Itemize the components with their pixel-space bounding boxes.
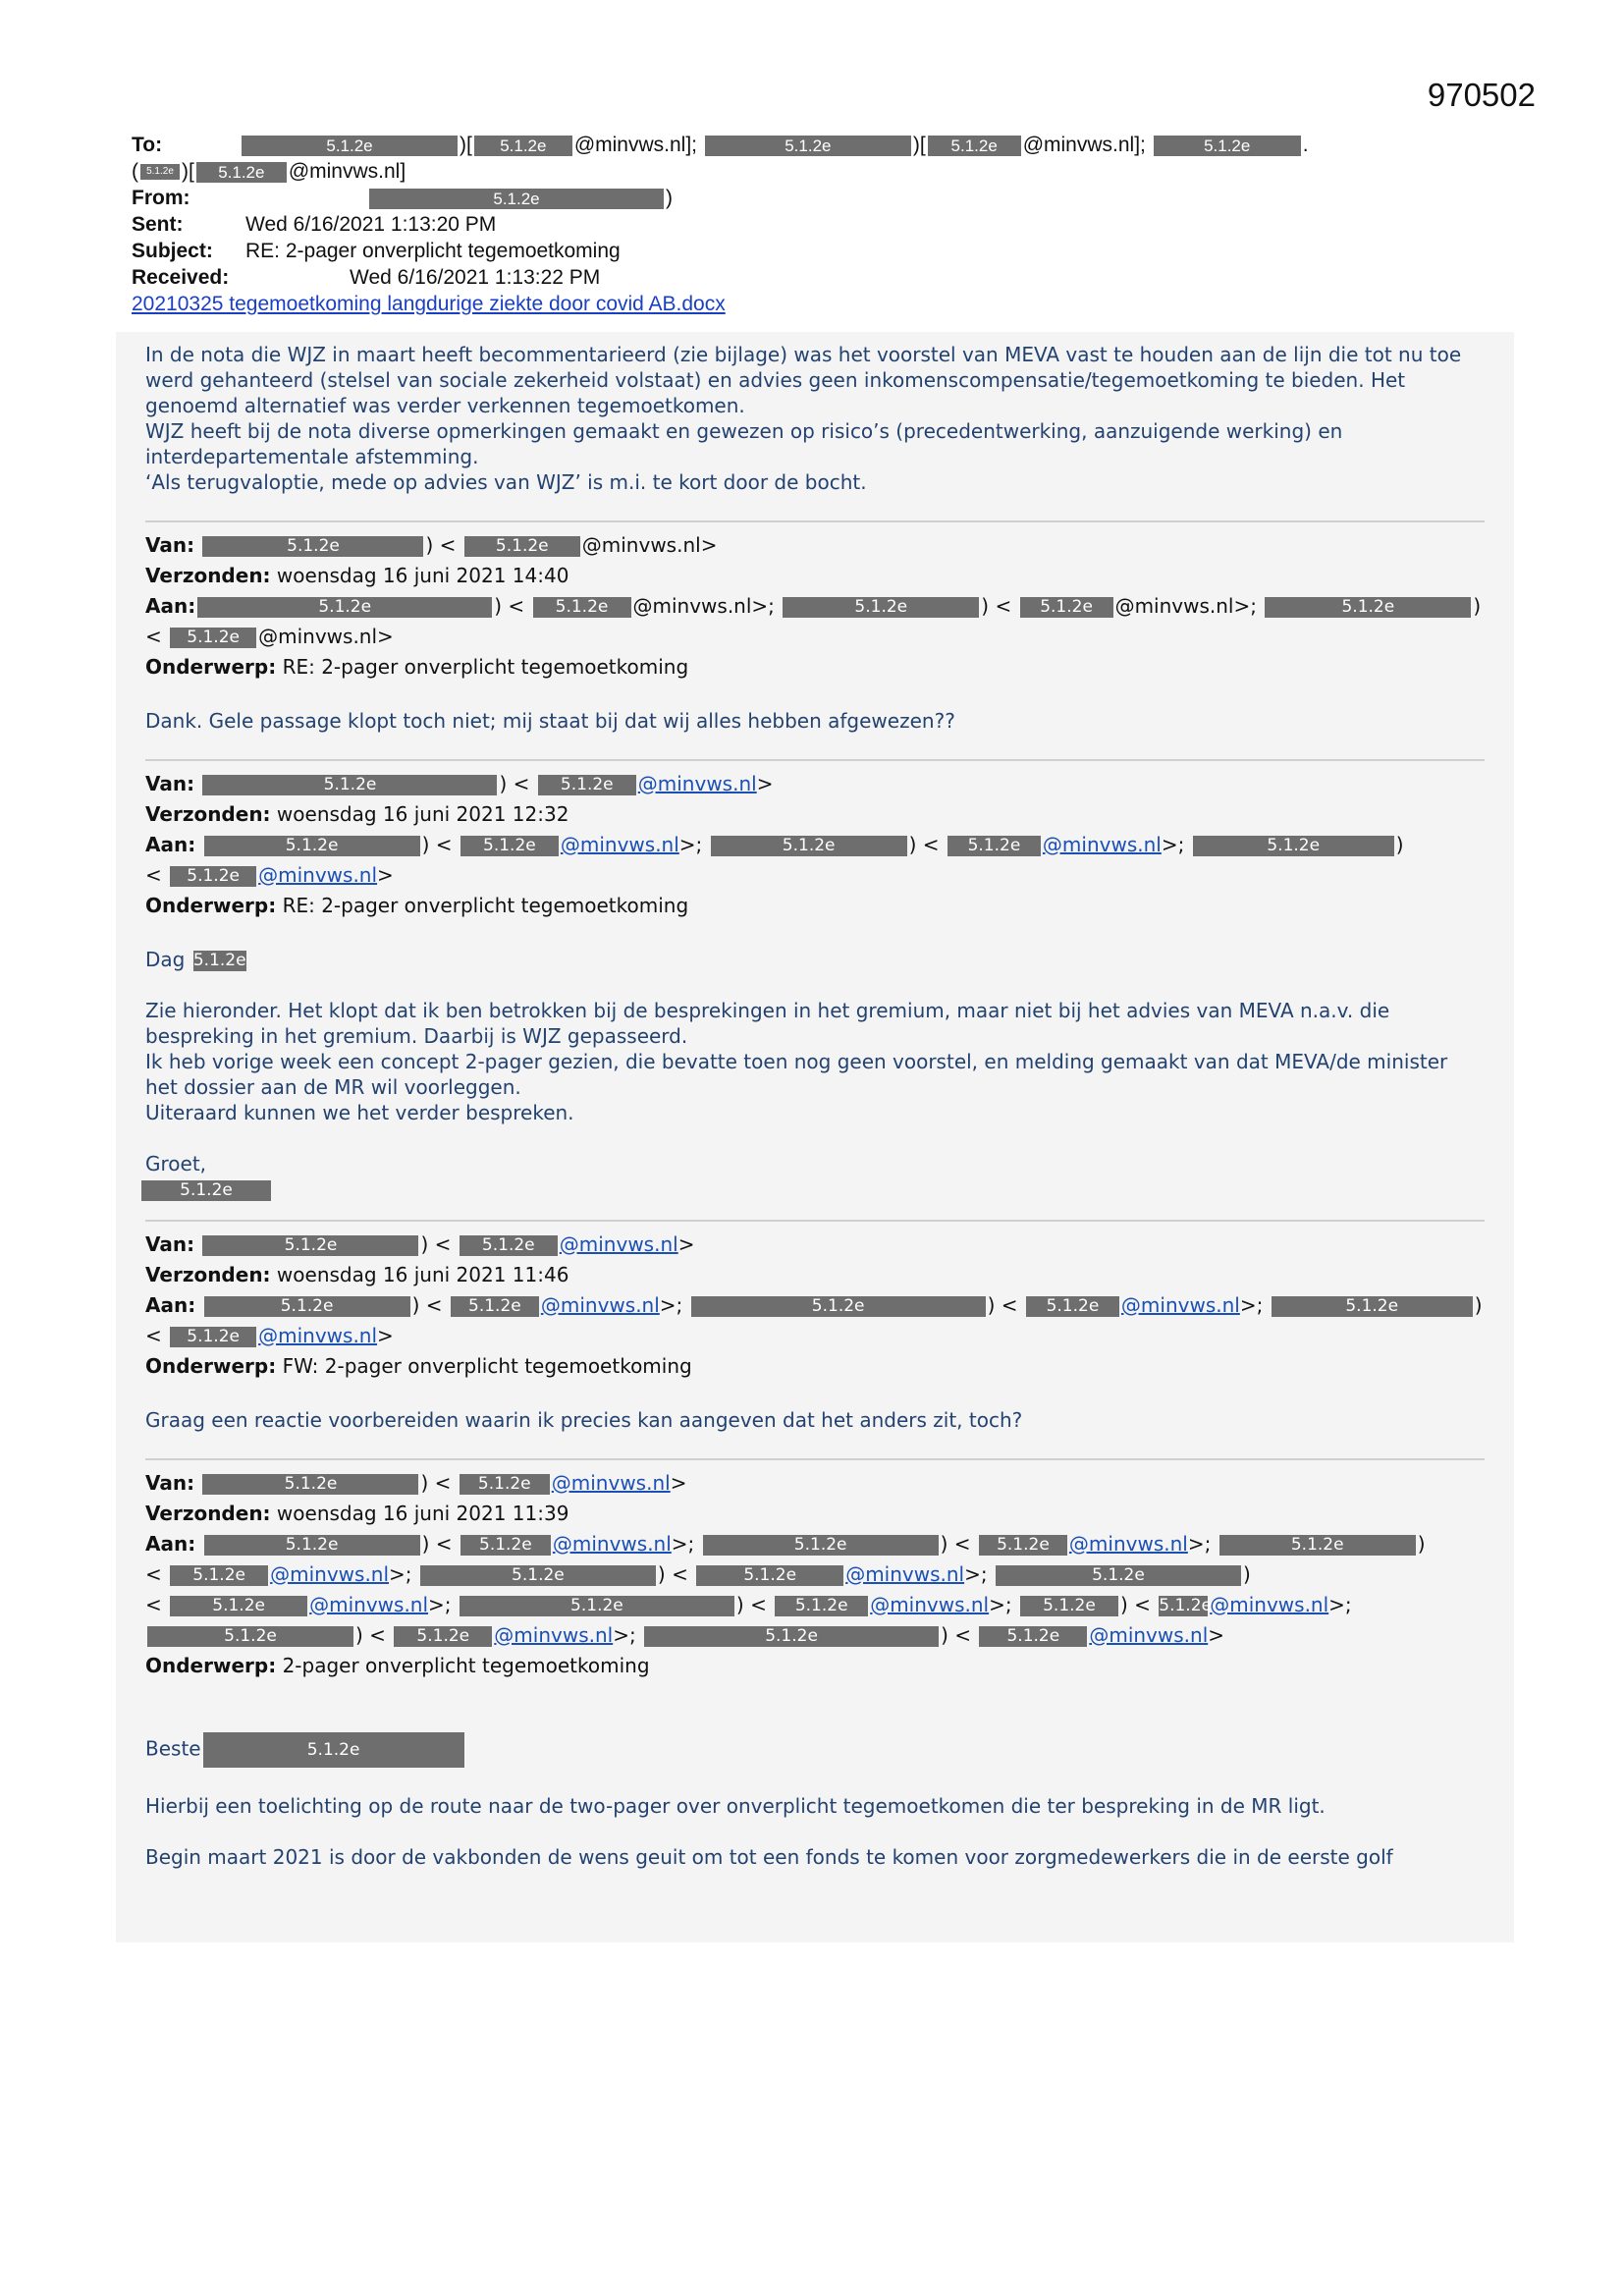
onderwerp-label: Onderwerp: xyxy=(145,1354,277,1378)
verzonden-value: woensdag 16 juni 2021 11:46 xyxy=(276,1263,569,1286)
email-link[interactable]: @minvws.nl xyxy=(1089,1623,1209,1647)
redaction: 5.1.2e xyxy=(140,164,180,180)
email-domain: @minvws.nl xyxy=(1114,594,1234,618)
email-link[interactable]: @minvws.nl xyxy=(258,863,378,887)
van-label: Van: xyxy=(145,533,195,557)
verzonden-label: Verzonden: xyxy=(145,1263,271,1286)
redaction: 5.1.2e xyxy=(1219,1535,1416,1556)
redaction: 5.1.2e xyxy=(460,1474,550,1495)
aan-label: Aan: xyxy=(145,1293,196,1317)
redaction: 5.1.2e xyxy=(170,1596,307,1616)
email-domain: @minvws.nl xyxy=(581,533,701,557)
to-row: To: 5.1.2e )[ 5.1.2e @minvws.nl]; 5.1.2e )[ 5.1.2e @minvws.nl]; 5.1.2e . xyxy=(132,134,1309,156)
redaction: 5.1.2e xyxy=(928,136,1021,156)
aan-label: Aan: xyxy=(145,833,196,856)
verzonden-value: woensdag 16 juni 2021 14:40 xyxy=(276,564,569,587)
redaction: 5.1.2e xyxy=(242,136,458,156)
intro-message xyxy=(145,342,1485,495)
subject-value: RE: 2-pager onverplicht tegemoetkoming xyxy=(245,240,621,262)
paragraph: WJZ heeft bij de nota diverse opmerkingen gemaakt en gewezen op risico’s (precedentwerking, aanzuigende werking) en interdepartementale afstemming. xyxy=(145,419,1343,468)
redaction: 5.1.2e xyxy=(696,1565,843,1586)
redaction: 5.1.2e xyxy=(1265,597,1471,618)
email-link[interactable]: @minvws.nl xyxy=(637,772,757,795)
redaction: 5.1.2e xyxy=(979,1535,1067,1556)
redaction: 5.1.2e xyxy=(460,1596,734,1616)
email-domain: @minvws.nl xyxy=(632,594,752,618)
redaction: 5.1.2e xyxy=(394,1626,492,1647)
message-meta: Van: 5.1.2e ) < 5.1.2e @minvws.nl> Verzonden: woensdag 16 juni 2021 12:32 Aan: 5.1.2e ) < 5.1.2e @minvws.nl>; 5.1.2e ) < 5.1.2e @minvws.nl>; 5.1.2e ) < 5.1.2e @minvws.nl> Onderwerp: RE: 2-pager onverplicht tegemoetkoming xyxy=(145,772,1404,917)
redaction: 5.1.2e xyxy=(369,189,664,209)
onderwerp-value: 2-pager onverplicht tegemoetkoming xyxy=(282,1654,650,1677)
sent-row xyxy=(132,211,1506,238)
aan-label: Aan: xyxy=(145,594,196,618)
redaction: 5.1.2e xyxy=(460,1235,558,1256)
redaction: 5.1.2e xyxy=(202,775,497,795)
paragraph: In de nota die WJZ in maart heeft becommentarieerd (zie bijlage) was het voorstel van MEVA vast te houden aan de lijn die tot nu toe werd gehanteerd (stelsel van sociale zekerheid volstaat) en advies geen inkomenscompensatie/tegemoetkoming te bieden. Het genoemd alternatief was verder verkennen tegemoetkomen. xyxy=(145,343,1462,417)
redaction: 5.1.2e xyxy=(464,536,580,557)
to-row-continued: ( 5.1.2e )[ 5.1.2e @minvws.nl] xyxy=(132,160,406,183)
email-link[interactable]: @minvws.nl xyxy=(1042,833,1162,856)
email-domain: @minvws.nl xyxy=(258,625,378,648)
paragraph: Hierbij een toelichting op de route naar de two-pager over onverplicht tegemoetkomen die ter bespreking in de MR ligt. xyxy=(145,1794,1326,1818)
redaction: 5.1.2e xyxy=(170,1565,268,1586)
redaction: 5.1.2e xyxy=(196,162,287,183)
redaction: 5.1.2e xyxy=(197,597,492,618)
paragraph: Graag een reactie voorbereiden waarin ik precies kan aangeven dat het anders zit, toch? xyxy=(145,1408,1023,1432)
greeting-text: Beste xyxy=(145,1736,201,1761)
onderwerp-label: Onderwerp: xyxy=(145,655,277,679)
redaction: 5.1.2e xyxy=(1026,1296,1119,1317)
email-link[interactable]: @minvws.nl xyxy=(559,1232,678,1256)
paragraph: Begin maart 2021 is door de vakbonden de wens geuit om tot een fonds te komen voor zorgmedewerkers die in de eerste golf xyxy=(145,1845,1393,1869)
greeting xyxy=(145,1732,1485,1768)
email-link[interactable]: @minvws.nl xyxy=(870,1593,990,1616)
email-domain: @minvws.nl xyxy=(1022,134,1135,156)
van-label: Van: xyxy=(145,1471,195,1495)
paragraph: Zie hieronder. Het klopt dat ik ben betrokken bij de besprekingen in het gremium, maar niet bij het advies van MEVA n.a.v. die bespreking in het gremium. Daarbij is WJZ gepasseerd. xyxy=(145,999,1390,1048)
verzonden-label: Verzonden: xyxy=(145,564,271,587)
redaction: 5.1.2e xyxy=(170,1327,256,1347)
paragraph: ‘Als terugvaloptie, mede op advies van WJZ’ is m.i. te kort door de bocht. xyxy=(145,470,867,494)
redaction: 5.1.2e xyxy=(147,1626,353,1647)
email-link[interactable]: @minvws.nl xyxy=(540,1293,660,1317)
from-row: From: 5.1.2e ) xyxy=(132,187,673,209)
redaction: 5.1.2e xyxy=(533,597,631,618)
email-link[interactable]: @minvws.nl xyxy=(270,1562,390,1586)
signature xyxy=(145,1176,1485,1202)
document-number: 970502 xyxy=(1427,77,1536,113)
subject-label: Subject: xyxy=(132,240,213,262)
email-link[interactable]: @minvws.nl xyxy=(1120,1293,1240,1317)
email-domain: @minvws.nl xyxy=(288,160,401,183)
verzonden-label: Verzonden: xyxy=(145,1502,271,1525)
message-separator xyxy=(145,1458,1485,1460)
redaction: 5.1.2e xyxy=(644,1626,939,1647)
email-domain: @minvws.nl xyxy=(573,134,686,156)
redaction: 5.1.2e xyxy=(170,866,256,887)
verzonden-label: Verzonden: xyxy=(145,802,271,826)
redaction: 5.1.2e xyxy=(204,1296,410,1317)
redaction: 5.1.2e xyxy=(1272,1296,1473,1317)
from-label: From: xyxy=(132,187,190,209)
attachment-row xyxy=(132,291,1506,317)
van-label: Van: xyxy=(145,1232,195,1256)
email-link[interactable]: @minvws.nl xyxy=(1210,1593,1329,1616)
onderwerp-value: RE: 2-pager onverplicht tegemoetkoming xyxy=(282,894,689,917)
redaction: 5.1.2e xyxy=(202,536,423,557)
redaction: 5.1.2e xyxy=(947,836,1041,856)
email-header xyxy=(132,132,1506,317)
aan-label: Aan: xyxy=(145,1532,196,1556)
redaction: 5.1.2e xyxy=(705,136,911,156)
closing: Groet, xyxy=(145,1152,207,1175)
redaction: 5.1.2e xyxy=(538,775,636,795)
email-link[interactable]: @minvws.nl xyxy=(552,1532,672,1556)
redaction: 5.1.2e xyxy=(1020,1596,1118,1616)
redaction: 5.1.2e xyxy=(474,136,572,156)
verzonden-value: woensdag 16 juni 2021 11:39 xyxy=(276,1502,569,1525)
email-link[interactable]: @minvws.nl xyxy=(258,1324,378,1347)
redaction: 5.1.2e xyxy=(691,1296,986,1317)
received-row xyxy=(132,264,1506,291)
email-link[interactable]: @minvws.nl xyxy=(494,1623,614,1647)
sent-label: Sent: xyxy=(132,213,184,236)
paragraph: Ik heb vorige week een concept 2-pager gezien, die bevatte toen nog geen voorstel, en melding gemaakt van dat MEVA/de minister het dossier aan de MR wil voorleggen. xyxy=(145,1050,1448,1099)
message-meta: Van: 5.1.2e ) < 5.1.2e @minvws.nl> Verzonden: woensdag 16 juni 2021 11:46 Aan: 5.1.2e ) < 5.1.2e @minvws.nl>; 5.1.2e ) < 5.1.2e @minvws.nl>; 5.1.2e ) < 5.1.2e @minvws.nl> Onderwerp: FW: 2-pager onverplicht tegemoetkoming xyxy=(145,1232,1483,1378)
redaction: 5.1.2e xyxy=(202,1474,418,1495)
message-text xyxy=(145,1732,1485,1870)
message-meta: Van: 5.1.2e ) < 5.1.2e @minvws.nl> Verzonden: woensdag 16 juni 2021 14:40 Aan: 5.1.2e ) < 5.1.2e @minvws.nl>; 5.1.2e ) < 5.1.2e @minvws.nl>; 5.1.2e ) < 5.1.2e @minvws.nl> Onderwerp: RE: 2-pager onverplicht tegemoetkoming xyxy=(145,533,1482,679)
redaction: 5.1.2e xyxy=(1193,836,1394,856)
redaction: 5.1.2e xyxy=(711,836,907,856)
redaction: 5.1.2e xyxy=(204,836,420,856)
redaction: 5.1.2e xyxy=(775,1596,868,1616)
message-text xyxy=(145,947,1485,1202)
onderwerp-label: Onderwerp: xyxy=(145,894,277,917)
redaction: 5.1.2e xyxy=(996,1565,1241,1586)
subject-row xyxy=(132,238,1506,264)
verzonden-value: woensdag 16 juni 2021 12:32 xyxy=(276,802,569,826)
message-text xyxy=(145,1407,1485,1433)
redaction: 5.1.2e xyxy=(1159,1596,1212,1615)
redaction: 5.1.2e xyxy=(703,1535,939,1556)
redaction: 5.1.2e xyxy=(1154,136,1301,156)
message-separator xyxy=(145,759,1485,761)
sent-value: Wed 6/16/2021 1:13:20 PM xyxy=(245,213,497,236)
van-label: Van: xyxy=(145,772,195,795)
redaction: 5.1.2e xyxy=(170,628,256,648)
redaction: 5.1.2e xyxy=(192,951,246,970)
greeting xyxy=(145,947,1485,972)
redaction: 5.1.2e xyxy=(979,1626,1087,1647)
message-separator xyxy=(145,1220,1485,1222)
onderwerp-value: RE: 2-pager onverplicht tegemoetkoming xyxy=(282,655,689,679)
greeting-text: Dag xyxy=(145,948,186,971)
received-label: Received: xyxy=(132,266,230,289)
redaction: 5.1.2e xyxy=(203,1732,464,1768)
to-label: To: xyxy=(132,134,163,156)
email-body xyxy=(116,332,1514,1942)
redaction: 5.1.2e xyxy=(460,1535,551,1556)
email-link[interactable]: @minvws.nl xyxy=(845,1562,965,1586)
redaction: 5.1.2e xyxy=(783,597,979,618)
message-text xyxy=(145,708,1485,734)
redaction: 5.1.2e xyxy=(204,1535,420,1556)
redaction: 5.1.2e xyxy=(202,1235,418,1256)
onderwerp-label: Onderwerp: xyxy=(145,1654,277,1677)
redaction: 5.1.2e xyxy=(460,836,559,856)
email-link[interactable]: @minvws.nl xyxy=(551,1471,671,1495)
email-link[interactable]: @minvws.nl xyxy=(1068,1532,1188,1556)
redaction: 5.1.2e xyxy=(141,1180,271,1201)
redaction: 5.1.2e xyxy=(451,1296,539,1317)
email-link[interactable]: @minvws.nl xyxy=(560,833,679,856)
message-separator xyxy=(145,520,1485,522)
received-value: Wed 6/16/2021 1:13:22 PM xyxy=(350,266,601,289)
paragraph: Dank. Gele passage klopt toch niet; mij staat bij dat wij alles hebben afgewezen?? xyxy=(145,709,955,733)
redaction: 5.1.2e xyxy=(420,1565,656,1586)
onderwerp-value: FW: 2-pager onverplicht tegemoetkoming xyxy=(282,1354,692,1378)
redaction: 5.1.2e xyxy=(1020,597,1113,618)
attachment-link[interactable]: 20210325 tegemoetkoming langdurige ziekte door covid AB.docx xyxy=(132,293,726,315)
message-meta: Van: 5.1.2e ) < 5.1.2e @minvws.nl> Verzonden: woensdag 16 juni 2021 11:39 Aan: 5.1.2e ) < 5.1.2e @minvws.nl>; 5.1.2e ) < 5.1.2e @minvws.nl>; 5.1.2e ) < 5.1.2e @minvws.nl>; 5.1.2e ) < 5.1.2e @minvws.nl>; 5.1.2e ) < 5.1.2e @minvws.nl>; 5.1.2e ) < 5.1.2e @minvws.nl>; 5.1.2e ) < 5.1.2e@minvws.nl>; 5.1.2e ) < 5.1.2e @minvws.nl>; 5.1.2e ) < 5.1.2e @minvws.nl> Onderwerp: 2-pager onverplicht tegemoetkoming xyxy=(145,1471,1426,1677)
email-link[interactable]: @minvws.nl xyxy=(309,1593,429,1616)
paragraph: Uiteraard kunnen we het verder bespreken. xyxy=(145,1101,574,1124)
